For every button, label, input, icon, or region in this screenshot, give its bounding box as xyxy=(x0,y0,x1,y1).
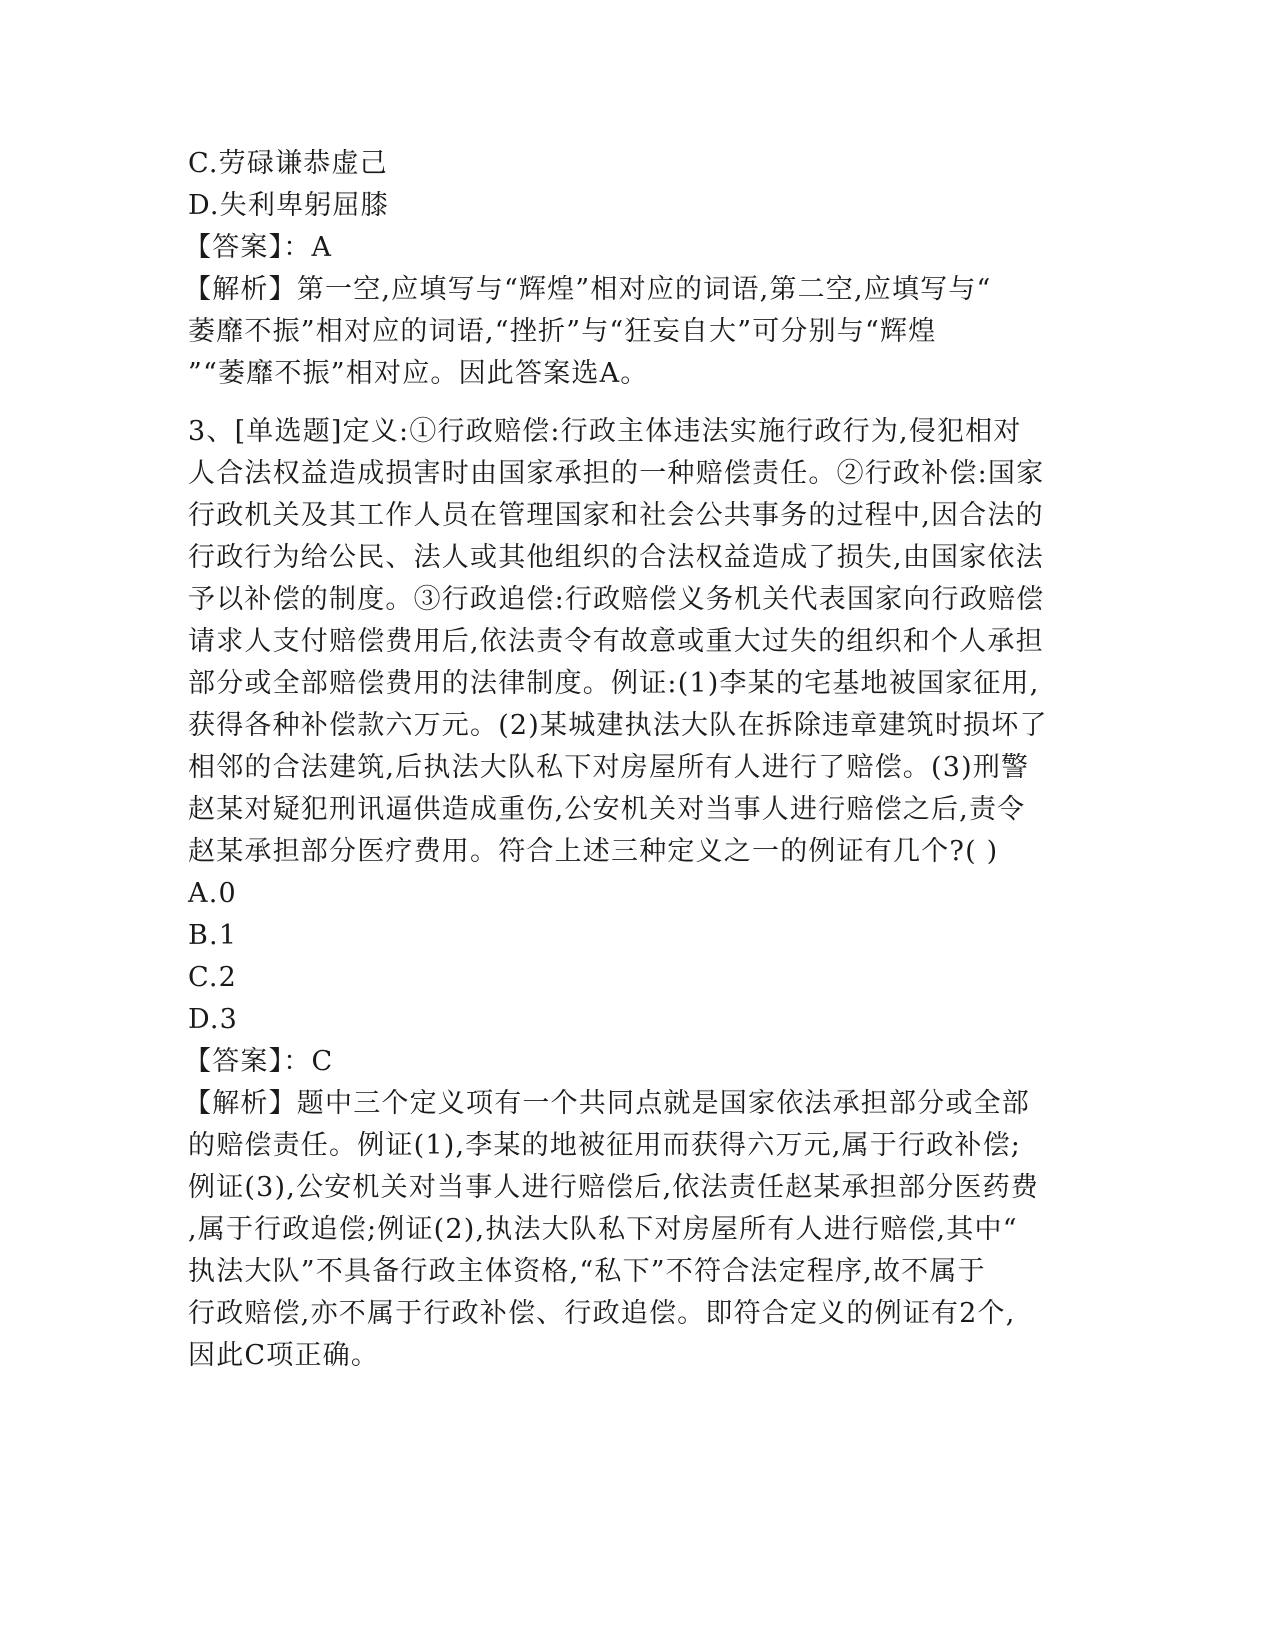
question-stem-line: 获得各种补偿款六万元。(2)某城建执法大队在拆除违章建筑时损坏了 xyxy=(188,710,1048,741)
analysis-line: 萎靡不振”相对应的词语,“挫折”与“狂妄自大”可分别与“辉煌 xyxy=(188,316,937,347)
question-stem-line: 赵某对疑犯刑讯逼供造成重伤,公安机关对当事人进行赔偿之后,责令 xyxy=(188,794,1026,825)
question-stem-line: 相邻的合法建筑,后执法大队私下对房屋所有人进行了赔偿。(3)刑警 xyxy=(188,752,1030,783)
answer-label: 【答案】：C xyxy=(184,1046,334,1077)
question-stem-line: 行政机关及其工作人员在管理国家和社会公共事务的过程中,因合法的 xyxy=(188,500,1044,531)
question-stem-line: 人合法权益造成损害时由国家承担的一种赔偿责任。②行政补偿:国家 xyxy=(188,458,1045,489)
question-stem-line: 予以补偿的制度。③行政追偿:行政赔偿义务机关代表国家向行政赔偿 xyxy=(188,584,1045,615)
option-c: C.劳碌谦恭虚己 xyxy=(188,148,388,179)
option-a: A.0 xyxy=(188,878,237,909)
analysis-line: 因此C项正确。 xyxy=(188,1340,380,1371)
analysis-line: 【解析】第一空,应填写与“辉煌”相对应的词语,第二空,应填写与“ xyxy=(184,274,992,305)
page-content xyxy=(184,143,1088,1377)
analysis-line: 行政赔偿,亦不属于行政补偿、行政追偿。即符合定义的例证有2个, xyxy=(188,1298,1016,1329)
analysis-line: 的赔偿责任。例证(1),李某的地被征用而获得六万元,属于行政补偿; xyxy=(188,1130,1022,1161)
question-stem-line: 3、[单选题]定义:①行政赔偿:行政主体违法实施行政行为,侵犯相对 xyxy=(188,416,1022,447)
analysis-line: 例证(3),公安机关对当事人进行赔偿后,依法责任赵某承担部分医药费 xyxy=(188,1172,1040,1203)
analysis-line: 执法大队”不具备行政主体资格,“私下”不符合法定程序,故不属于 xyxy=(188,1256,986,1287)
option-c: C.2 xyxy=(188,962,238,993)
question-gap xyxy=(188,395,1088,411)
question-stem-line: 行政行为给公民、法人或其他组织的合法权益造成了损失,由国家依法 xyxy=(188,542,1044,573)
question-stem-line: 赵某承担部分医疗费用。符合上述三种定义之一的例证有几个?( ) xyxy=(188,836,999,867)
answer-label: 【答案】：A xyxy=(184,232,333,263)
option-d: D.3 xyxy=(188,1004,239,1035)
analysis-line: 【解析】题中三个定义项有一个共同点就是国家依法承担部分或全部 xyxy=(184,1088,1030,1119)
option-b: B.1 xyxy=(188,920,238,951)
question-stem-line: 请求人支付赔偿费用后,依法责令有故意或重大过失的组织和个人承担 xyxy=(188,626,1044,657)
analysis-line: ”“萎靡不振”相对应。因此答案选A。 xyxy=(188,358,649,389)
analysis-line: ,属于行政追偿;例证(2),执法大队私下对房屋所有人进行赔偿,其中“ xyxy=(188,1214,1018,1245)
option-d: D.失利卑躬屈膝 xyxy=(188,190,389,221)
question-stem-line: 部分或全部赔偿费用的法律制度。例证:(1)李某的宅基地被国家征用, xyxy=(188,668,1040,699)
